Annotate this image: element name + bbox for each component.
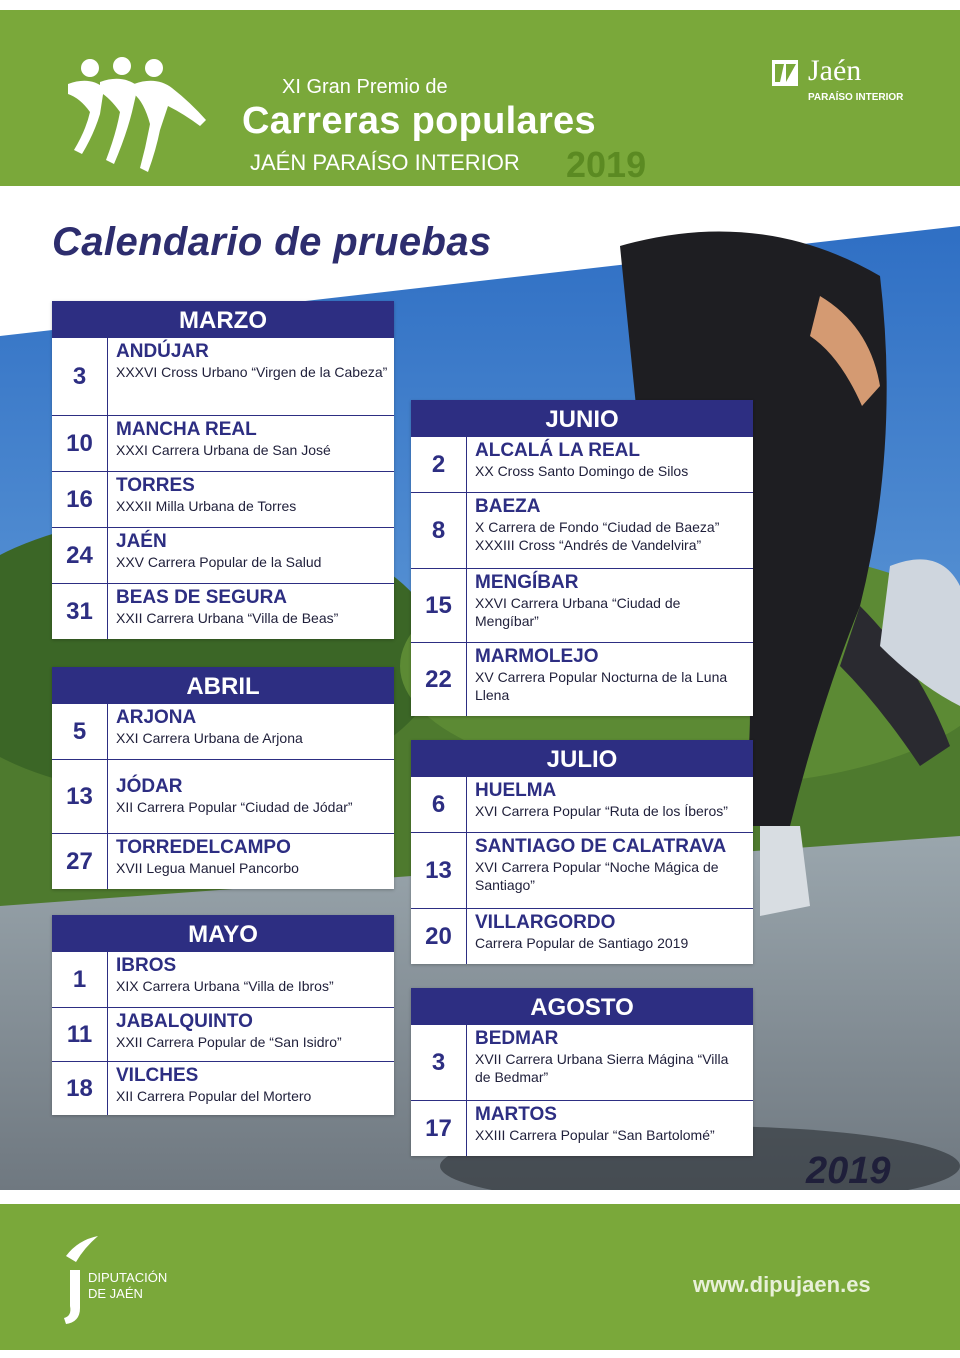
event-row bbox=[52, 527, 394, 583]
event-race: XXVI Carrera Urbana “Ciudad de Mengíbar” bbox=[475, 595, 681, 629]
event-day: 24 bbox=[52, 528, 108, 583]
event-day: 31 bbox=[52, 584, 108, 639]
event-row bbox=[52, 415, 394, 471]
event-town: BEAS DE SEGURA bbox=[116, 587, 288, 608]
event-day: 17 bbox=[411, 1101, 467, 1156]
event-town: MARTOS bbox=[475, 1104, 557, 1125]
event-race: XXI Carrera Urbana de Arjona bbox=[116, 730, 303, 746]
month-block-julio bbox=[411, 740, 753, 964]
event-race-2: XXXIII Cross “Andrés de Vandelvira” bbox=[475, 537, 702, 553]
event-race: XXXVI Cross Urbano “Virgen de la Cabeza” bbox=[116, 364, 388, 380]
header-band bbox=[0, 10, 960, 186]
jaen-logo bbox=[772, 54, 932, 110]
month-header: MARZO bbox=[52, 301, 394, 337]
event-day: 5 bbox=[52, 704, 108, 759]
event-row bbox=[411, 908, 753, 964]
event-day: 20 bbox=[411, 909, 467, 964]
event-town: ALCALÁ LA REAL bbox=[475, 440, 640, 461]
event-row bbox=[411, 568, 753, 642]
event-race: Carrera Popular de Santiago 2019 bbox=[475, 935, 689, 951]
event-town: VILCHES bbox=[116, 1065, 199, 1086]
event-row bbox=[411, 776, 753, 832]
month-block-marzo bbox=[52, 301, 394, 639]
event-town: MENGÍBAR bbox=[475, 572, 579, 593]
event-race: XVI Carrera Popular “Ruta de los Íberos” bbox=[475, 803, 728, 819]
event-row bbox=[52, 1061, 394, 1115]
diputacion-line2: DE JAÉN bbox=[88, 1286, 143, 1301]
event-race: XXXI Carrera Urbana de San José bbox=[116, 442, 331, 458]
event-row bbox=[411, 1024, 753, 1100]
event-row bbox=[52, 759, 394, 833]
month-header: MAYO bbox=[52, 915, 394, 951]
event-race: XV Carrera Popular Nocturna de la Luna Llena bbox=[475, 669, 728, 703]
jaen-logo-word: Jaén bbox=[808, 54, 862, 87]
event-race: XVI Carrera Popular “Noche Mágica de Santiago” bbox=[475, 859, 719, 893]
event-race: XII Carrera Popular “Ciudad de Jódar” bbox=[116, 799, 353, 815]
event-town: VILLARGORDO bbox=[475, 912, 616, 933]
event-row bbox=[52, 833, 394, 889]
header-tagline: JAÉN PARAÍSO INTERIOR bbox=[250, 150, 520, 175]
event-race: X Carrera de Fondo “Ciudad de Baeza” bbox=[475, 519, 720, 535]
event-town: IBROS bbox=[116, 955, 177, 976]
event-town: BEDMAR bbox=[475, 1028, 559, 1049]
event-town: MARMOLEJO bbox=[475, 646, 599, 667]
event-day: 15 bbox=[411, 569, 467, 642]
event-race: XVII Carrera Urbana Sierra Mágina “Villa de Bedmar” bbox=[475, 1051, 729, 1085]
event-day: 27 bbox=[52, 834, 108, 889]
diputacion-line1: DIPUTACIÓN bbox=[88, 1270, 168, 1285]
event-day: 10 bbox=[52, 416, 108, 471]
month-block-abril bbox=[52, 667, 394, 889]
header-subtitle: XI Gran Premio de bbox=[282, 76, 448, 98]
event-row bbox=[411, 1100, 753, 1156]
event-town: TORREDELCAMPO bbox=[116, 837, 291, 858]
event-row bbox=[52, 583, 394, 639]
month-header: AGOSTO bbox=[411, 988, 753, 1024]
jaen-logo-sub: PARAÍSO INTERIOR bbox=[808, 92, 904, 103]
event-town: JABALQUINTO bbox=[116, 1011, 253, 1032]
event-race: XXV Carrera Popular de la Salud bbox=[116, 554, 322, 570]
event-town: BAEZA bbox=[475, 496, 541, 517]
event-town: TORRES bbox=[116, 475, 195, 496]
event-row bbox=[411, 642, 753, 716]
event-row bbox=[52, 951, 394, 1007]
event-day: 22 bbox=[411, 643, 467, 716]
year-bottom: 2019 bbox=[806, 1150, 891, 1192]
month-header: ABRIL bbox=[52, 667, 394, 703]
event-town: SANTIAGO DE CALATRAVA bbox=[475, 836, 727, 857]
event-town: JÓDAR bbox=[116, 776, 183, 797]
month-block-mayo bbox=[52, 915, 394, 1115]
event-race: XIX Carrera Urbana “Villa de Ibros” bbox=[116, 978, 334, 994]
event-row bbox=[52, 337, 394, 415]
month-block-agosto bbox=[411, 988, 753, 1156]
event-town: ARJONA bbox=[116, 707, 197, 728]
event-race: XX Cross Santo Domingo de Silos bbox=[475, 463, 689, 479]
event-race: XXIII Carrera Popular “San Bartolomé” bbox=[475, 1127, 715, 1143]
event-row bbox=[411, 492, 753, 568]
event-town: ANDÚJAR bbox=[116, 341, 209, 362]
event-race: XII Carrera Popular del Mortero bbox=[116, 1088, 312, 1104]
event-row bbox=[411, 436, 753, 492]
event-day: 13 bbox=[411, 833, 467, 908]
event-row bbox=[52, 471, 394, 527]
page-title: Calendario de pruebas bbox=[52, 220, 492, 264]
event-day: 16 bbox=[52, 472, 108, 527]
event-day: 13 bbox=[52, 760, 108, 833]
event-race: XVII Legua Manuel Pancorbo bbox=[116, 860, 299, 876]
event-town: MANCHA REAL bbox=[116, 419, 257, 440]
event-row bbox=[411, 832, 753, 908]
diputacion-text bbox=[88, 1270, 167, 1302]
event-town: JAÉN bbox=[116, 531, 167, 552]
footer-band bbox=[0, 1204, 960, 1350]
event-day: 11 bbox=[52, 1008, 108, 1061]
website-url[interactable]: www.dipujaen.es bbox=[693, 1272, 871, 1297]
runners-logo-icon bbox=[60, 54, 210, 184]
month-header: JULIO bbox=[411, 740, 753, 776]
event-day: 6 bbox=[411, 777, 467, 832]
event-row bbox=[52, 1007, 394, 1061]
event-race: XXII Carrera Urbana “Villa de Beas” bbox=[116, 610, 339, 626]
event-town: HUELMA bbox=[475, 780, 557, 801]
event-day: 8 bbox=[411, 493, 467, 568]
event-day: 3 bbox=[52, 338, 108, 415]
jaen-mark-icon bbox=[772, 60, 798, 86]
header-year: 2019 bbox=[566, 144, 647, 185]
event-day: 18 bbox=[52, 1062, 108, 1115]
event-day: 1 bbox=[52, 952, 108, 1007]
event-day: 2 bbox=[411, 437, 467, 492]
event-race: XXII Carrera Popular de “San Isidro” bbox=[116, 1034, 342, 1050]
event-row bbox=[52, 703, 394, 759]
event-day: 3 bbox=[411, 1025, 467, 1100]
header-title: Carreras populares bbox=[242, 100, 596, 142]
month-block-junio bbox=[411, 400, 753, 716]
month-header: JUNIO bbox=[411, 400, 753, 436]
event-race: XXXII Milla Urbana de Torres bbox=[116, 498, 297, 514]
